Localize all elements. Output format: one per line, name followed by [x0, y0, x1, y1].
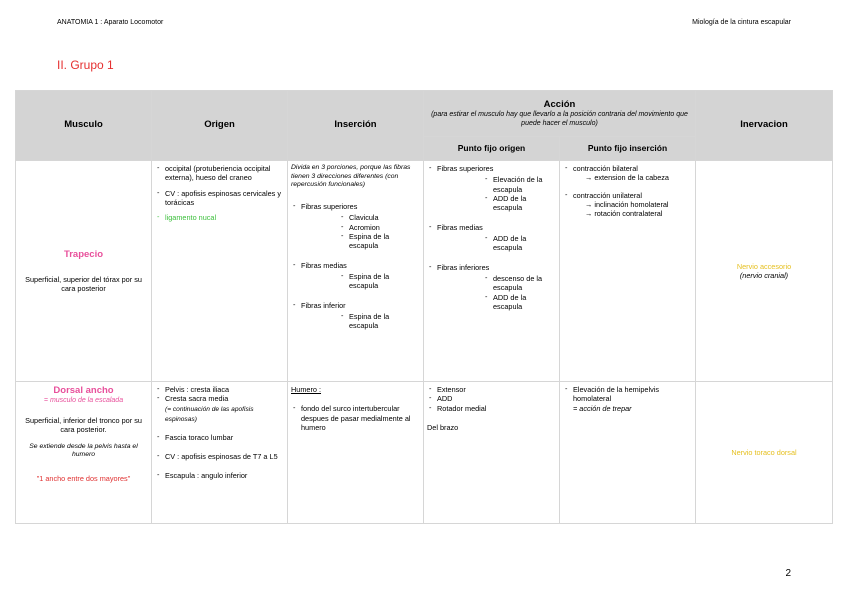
- trapecio-insercion-sub-item: - Espina de la escapula: [339, 272, 420, 291]
- header-accion: [424, 91, 696, 137]
- trapecio-insercion-sub-item: - Clavicula: [339, 213, 420, 222]
- header-accion-title: Acción: [543, 98, 576, 110]
- dorsal-origen-item: - CV : apofisis espinosas de T7 a L5: [155, 452, 284, 461]
- header-musculo: Musculo: [16, 91, 152, 161]
- trapecio-punto-fijo-origen: [424, 161, 560, 382]
- dorsal-name: Dorsal ancho: [53, 385, 114, 396]
- dorsal-pfo-note: Del brazo: [427, 422, 459, 432]
- table-row-dorsal-ancho: [16, 382, 833, 524]
- trapecio-pfi-unilateral: [563, 191, 692, 219]
- trapecio-cell: [16, 161, 152, 382]
- dorsal-insercion-title: Humero :: [291, 385, 322, 394]
- dorsal-pfo-item: - ADD: [427, 394, 556, 403]
- dorsal-pfi-note: = acción de trepar: [573, 403, 632, 413]
- trapecio-pfi-arrow-item: → rotación contralateral: [585, 209, 663, 219]
- trapecio-pfi-arrow-item: → inclinación homolateral: [585, 199, 669, 209]
- section-title: II. Grupo 1: [57, 58, 114, 72]
- dorsal-origen-item: [155, 394, 284, 424]
- trapecio-insercion-intro: Divida en 3 porciones, porque las fibras tienen 3 direcciones diferentes (con repercusión funcionales): [291, 164, 411, 189]
- header-insercion: Inserción: [288, 91, 424, 161]
- dorsal-pfo-item: - Extensor: [427, 385, 556, 394]
- dorsal-alias: = musculo de la escalada: [43, 397, 124, 405]
- trapecio-pfo-medias-label: Fibras medias: [437, 222, 483, 232]
- trapecio-insercion-superiores-label: Fibras superiores: [301, 202, 358, 212]
- trapecio-insercion-inferior-label: Fibras inferior: [301, 300, 346, 310]
- trapecio-pfo-sub-item: - Elevación de la escapula: [483, 175, 556, 194]
- page-number: 2: [785, 568, 791, 579]
- header-punto-fijo-origen: Punto fijo origen: [424, 137, 560, 161]
- dorsal-cell: [16, 382, 152, 524]
- header-inervacion: Inervacion: [696, 91, 833, 161]
- header-punto-fijo-insercion: Punto fijo inserción: [560, 137, 696, 161]
- trapecio-inervacion-note: (nervio cranial): [739, 271, 789, 280]
- trapecio-punto-fijo-insercion: [560, 161, 696, 382]
- dorsal-origen-sacra-note: (= continuación de las apofisis espinosas): [165, 405, 254, 424]
- dorsal-origen-item: - Pelvis : cresta iliaca: [155, 385, 284, 394]
- muscle-table: [15, 90, 833, 524]
- trapecio-pfo-sub-item: - ADD de la escapula: [483, 293, 556, 312]
- trapecio-pfo-sub-item: - descenso de la escapula: [483, 274, 556, 293]
- trapecio-origen-item: - ligamento nucal: [155, 213, 284, 222]
- dorsal-pfo-item: - Rotador medial: [427, 404, 556, 413]
- dorsal-punto-fijo-origen: [424, 382, 560, 524]
- dorsal-origen-item: - Fascia toraco lumbar: [155, 433, 284, 442]
- trapecio-origen: [152, 161, 288, 382]
- trapecio-pfi-bilateral: [563, 164, 692, 183]
- dorsal-description: Superficial, inferior del tronco por su cara posterior.: [25, 416, 142, 435]
- trapecio-pfi-arrow-item: → extension de la cabeza: [585, 173, 669, 183]
- document-header-right: Miología de la cintura escapular: [692, 19, 791, 26]
- dorsal-origen-item: - Escapula : angulo inferior: [155, 471, 284, 480]
- trapecio-pfo-medias: [427, 223, 556, 253]
- header-accion-note: (para estirar el musculo hay que llevarlo a la posición contraria del movimiento que puede hacer el musculo): [431, 110, 688, 127]
- dorsal-insercion: [288, 382, 424, 524]
- trapecio-origen-item: - occipital (protuberiencia occipital externa), hueso del craneo: [155, 164, 284, 183]
- trapecio-insercion-medias-label: Fibras medias: [301, 260, 347, 270]
- trapecio-description: Superficial, superior del tórax por su cara posterior: [25, 274, 142, 294]
- trapecio-pfo-inferiores: [427, 263, 556, 312]
- dorsal-extends: Se extiende desde la pelvis hasta el humero: [29, 442, 138, 459]
- trapecio-inervacion-name: Nervio accesorio: [736, 261, 792, 271]
- header-origen: Origen: [152, 91, 288, 161]
- trapecio-pfo-sub-item: - ADD de la escapula: [483, 194, 556, 213]
- trapecio-origen-item: - CV : apofisis espinosas cervicales y torácicas: [155, 189, 284, 208]
- trapecio-pfo-superiores: [427, 164, 556, 213]
- dorsal-origen-sacra: Cresta sacra media: [165, 394, 229, 404]
- trapecio-pfo-inferiores-label: Fibras inferiores: [437, 262, 490, 272]
- dorsal-inervacion: [696, 382, 833, 524]
- dorsal-nickname: "1 ancho entre dos mayores": [36, 474, 131, 484]
- dorsal-punto-fijo-insercion: [560, 382, 696, 524]
- trapecio-pfi-unilateral-label: contracción unilateral: [573, 190, 642, 200]
- trapecio-insercion-sub-item: - Acromion: [339, 223, 420, 232]
- trapecio-insercion: [288, 161, 424, 382]
- trapecio-pfi-bilateral-label: contracción bilateral: [573, 164, 638, 173]
- dorsal-origen: [152, 382, 288, 524]
- trapecio-insercion-sub-item: - Espina de la escapula: [339, 312, 420, 331]
- dorsal-pfi-item: [563, 385, 692, 413]
- trapecio-insercion-medias: [291, 261, 420, 291]
- trapecio-insercion-superiores: [291, 202, 420, 251]
- trapecio-pfo-superiores-label: Fibras superiores: [437, 164, 494, 173]
- trapecio-insercion-inferior: [291, 301, 420, 331]
- dorsal-inervacion-name: Nervio toraco dorsal: [731, 447, 797, 457]
- document-header-left: ANATOMIA 1 : Aparato Locomotor: [57, 19, 164, 26]
- trapecio-inervacion: [696, 161, 833, 382]
- table-row-trapecio: [16, 161, 833, 382]
- trapecio-insercion-sub-item: - Espina de la escapula: [339, 232, 420, 251]
- dorsal-pfi-text: Elevación de la hemipelvis homolateral: [573, 385, 659, 404]
- trapecio-pfo-sub-item: - ADD de la escapula: [483, 234, 556, 253]
- trapecio-name: Trapecio: [63, 248, 104, 260]
- dorsal-insercion-item: - fondo del surco intertubercular despues de pasar medialmente al humero: [291, 404, 420, 432]
